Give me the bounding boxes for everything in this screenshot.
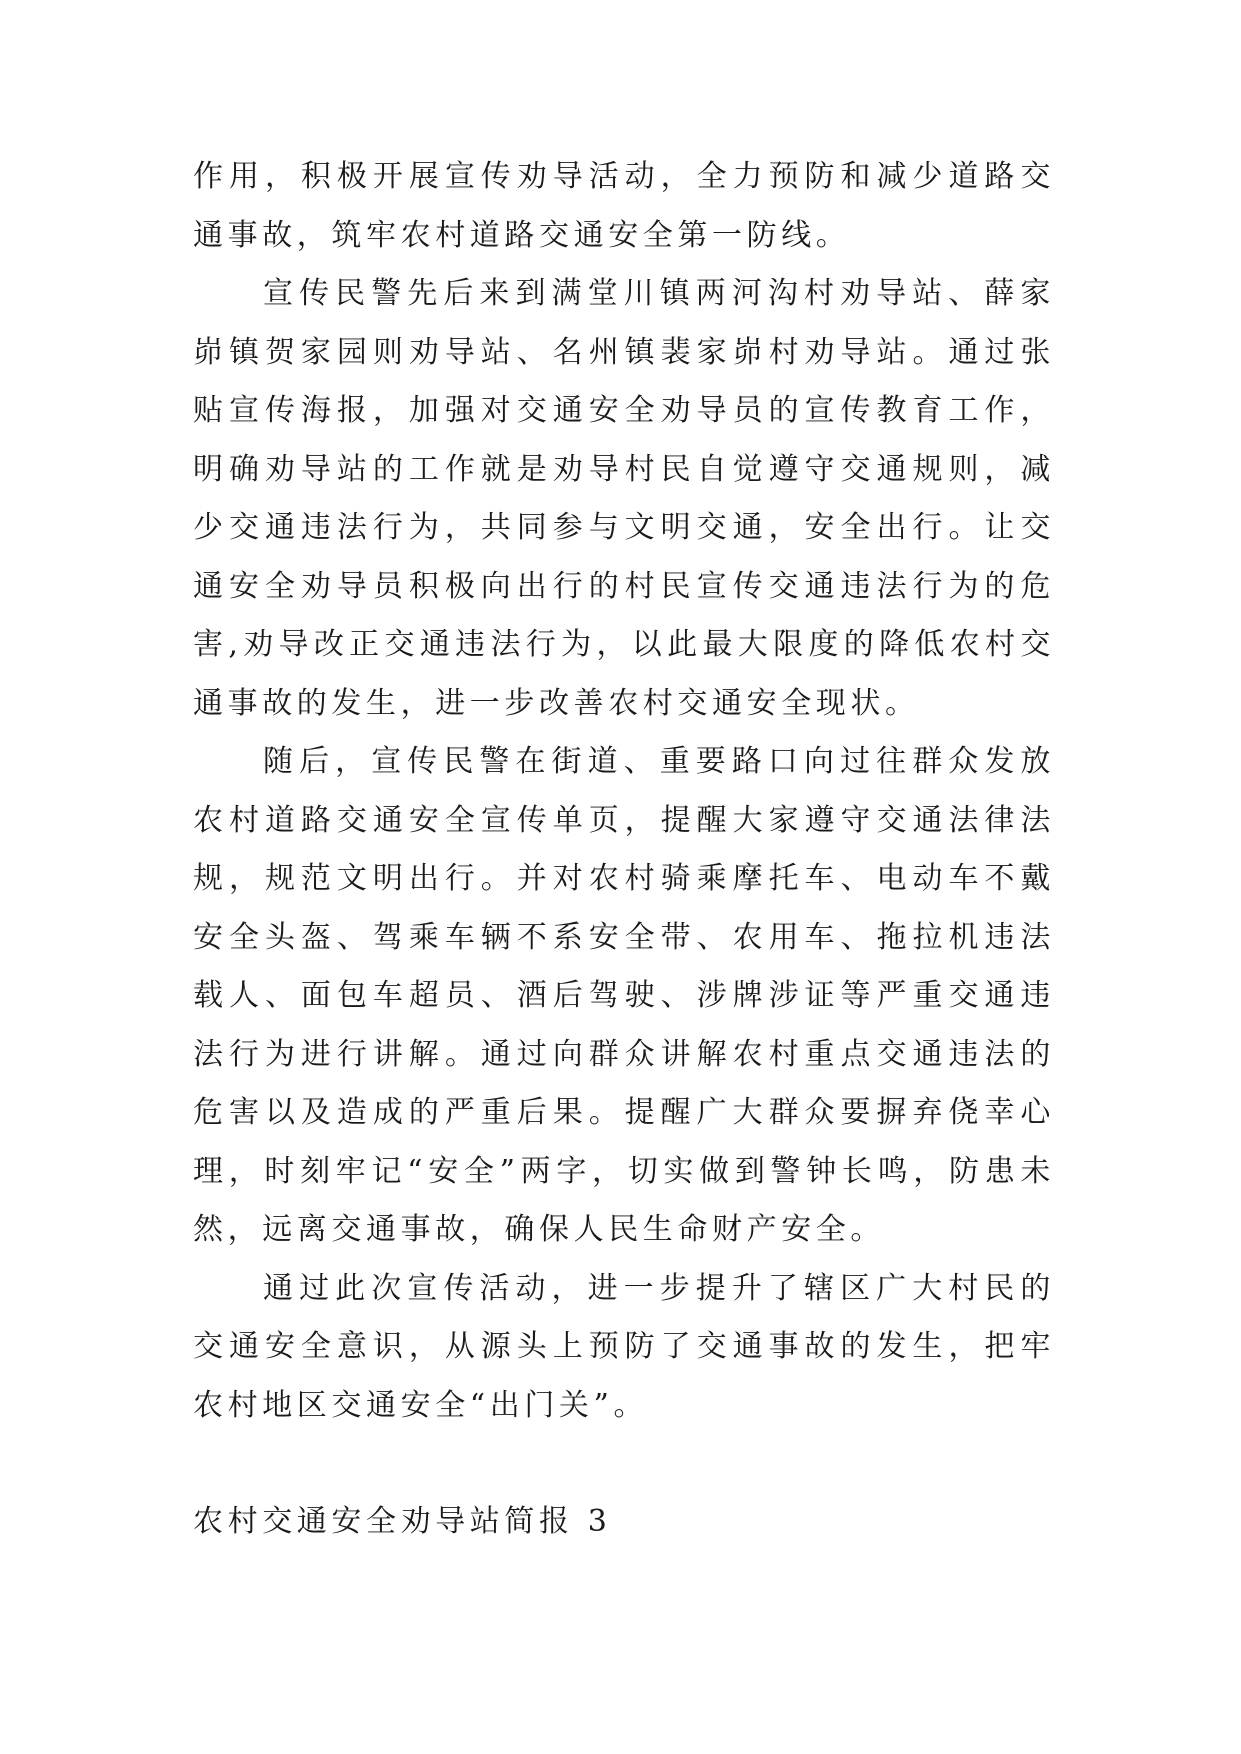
paragraph-stations: 宣传民警先后来到满堂川镇两河沟村劝导站、薛家峁镇贺家园则劝导站、名州镇裴家峁村劝导站。通过张贴宣传海报，加强对交通安全劝导员的宣传教育工作，明确劝导站的工作就是劝导村民自觉遵守交通规则，减少交通违法行为，共同参与文明交通，安全出行。让交通安全劝导员积极向出行的村民宣传交通违法行为的危害,劝导改正交通违法行为，以此最大限度的降低农村交通事故的发生，进一步改善农村交通安全现状。 (193, 276, 1055, 721)
document-body (193, 148, 1055, 1552)
section-heading: 农村交通安全劝导站简报 3 (193, 1504, 612, 1539)
blank-line (193, 1435, 1055, 1493)
paragraph-continuation: 作用，积极开展宣传劝导活动，全力预防和减少道路交通事故，筑牢农村道路交通安全第一防线。 (193, 159, 1055, 253)
paragraph-leaflets: 随后，宣传民警在街道、重要路口向过往群众发放农村道路交通安全宣传单页，提醒大家遵守交通法律法规，规范文明出行。并对农村骑乘摩托车、电动车不戴安全头盔、驾乘车辆不系安全带、农用车、拖拉机违法载人、面包车超员、酒后驾驶、涉牌涉证等严重交通违法行为进行讲解。通过向群众讲解农村重点交通违法的危害以及造成的严重后果。提醒广大群众要摒弃侥幸心理，时刻牢记“安全”两字，切实做到警钟长鸣，防患未然，远离交通事故，确保人民生命财产安全。 (193, 744, 1055, 1247)
paragraph-conclusion: 通过此次宣传活动，进一步提升了辖区广大村民的交通安全意识，从源头上预防了交通事故的发生，把牢农村地区交通安全“出门关”。 (193, 1270, 1055, 1423)
